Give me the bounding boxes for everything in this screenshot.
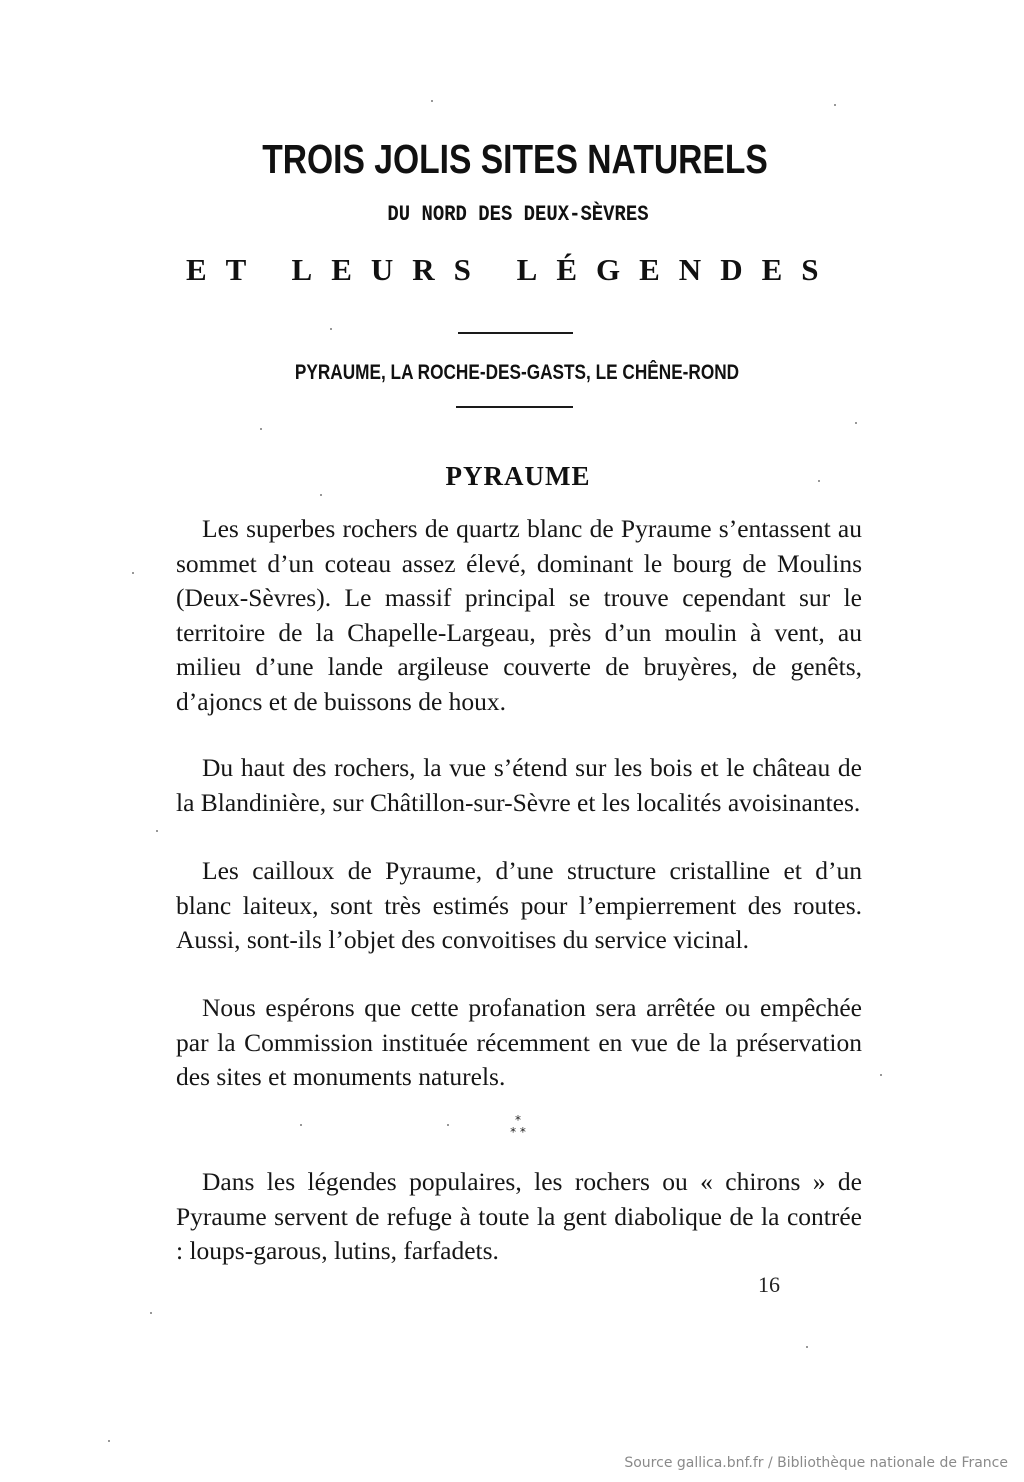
asterism-bottom: * * [510,1125,526,1139]
section-title: PYRAUME [445,461,591,491]
scan-speck [330,328,332,330]
paragraph-text: Du haut des rochers, la vue s’étend sur les bois et le château de la Blandinière, sur Châtillon-sur-Sèvre et les localités avoisinantes. [176,753,862,817]
paragraph-5 [176,1165,862,1269]
paragraph-text: Nous espérons que cette profanation sera arrêtée ou empêchée par la Commission instituée récemment en vue de la préservation des sites et monuments naturels. [176,993,862,1091]
scan-speck [320,494,322,496]
scan-speck [431,100,433,102]
document-subtitle: DU NORD DES DEUX-SÈVRES [387,202,649,227]
paragraph-text: Les cailloux de Pyraume, d’une structure cristalline et d’un blanc laiteux, sont très estimés pour l’empierrement des routes. Aussi, sont-ils l’objet des convoitises du service vicinal. [176,856,862,954]
scan-speck [880,1074,882,1076]
paragraph-1 [176,512,862,719]
places-heading: PYRAUME, LA ROCHE-DES-GASTS, LE CHÊNE-ROND [294,361,740,384]
document-title: TROIS JOLIS SITES NATURELS [262,136,768,182]
paragraph-3 [176,854,862,958]
scan-speck [855,422,857,424]
scan-speck [108,1440,110,1442]
document-title-line3: ET LEURS LÉGENDES [186,252,838,287]
scan-speck [150,1312,152,1314]
source-credit: Source gallica.bnf.fr / Bibliothèque nationale de France [624,1455,1008,1471]
paragraph-text: Les superbes rochers de quartz blanc de Pyraume s’entassent au sommet d’un coteau assez élevé, dominant le bourg de Moulins (Deux-Sèvres). Le massif principal se trouve cependant sur le territoire de la Chapelle-Largeau, près d’un moulin à vent, au milieu d’une lande argileuse couverte de bruyères, de genêts, d’ajoncs et de buissons de houx. [176,514,862,716]
scan-speck [818,480,820,482]
scan-speck [260,428,262,430]
asterism-separator [498,1114,538,1138]
divider-rule-top [458,332,573,334]
scan-speck [300,1124,302,1126]
scan-speck [132,572,134,574]
paragraph-text: Dans les légendes populaires, les rochers ou « chirons » de Pyraume servent de refuge à toute la gent diabolique de la contrée : loups-garous, lutins, farfadets. [176,1167,862,1265]
paragraph-4 [176,991,862,1095]
scan-speck [156,830,158,832]
scan-speck [447,1124,449,1126]
asterism-top: * [515,1113,521,1127]
scan-speck [834,104,836,106]
scan-speck [806,1346,808,1348]
divider-rule-bottom [456,406,573,408]
page-number: 16 [758,1272,780,1297]
paragraph-2 [176,751,862,820]
